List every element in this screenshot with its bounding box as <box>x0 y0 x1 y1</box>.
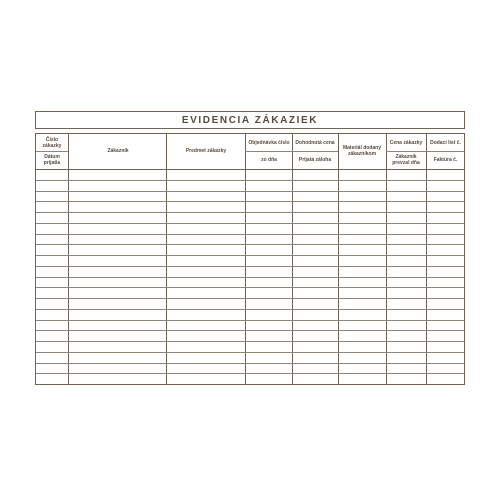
table-row-line <box>36 191 464 192</box>
header-datum-prijatia: Dátum prijatia <box>43 154 61 166</box>
table-row-line <box>36 309 464 310</box>
order-register-form <box>19 89 481 409</box>
table-row-line <box>36 234 464 235</box>
header-predmet-zakazky: Predmet zákazky <box>185 148 227 154</box>
table-row-line <box>36 255 464 256</box>
table-row-line <box>36 212 464 213</box>
form-title: EVIDENCIA ZÁKAZIEK <box>35 111 465 129</box>
column-divider <box>426 134 427 384</box>
table-row-line <box>36 180 464 181</box>
table-row-line <box>36 244 464 245</box>
table-row-line <box>36 320 464 321</box>
header-split-line <box>292 151 338 152</box>
header-dodaci-list: Dodací list č. <box>430 140 461 146</box>
table-row-line <box>36 352 464 353</box>
header-cislo-zakazky: Číslo zákazky <box>42 137 62 149</box>
header-prijata-zaloha: Prijatá záloha <box>298 157 332 163</box>
order-table <box>35 133 465 385</box>
table-row-line <box>36 373 464 374</box>
header-objednavka-cislo: Objednávka číslo <box>248 140 290 146</box>
header-zakaznik: Zákazník <box>107 148 129 154</box>
header-zo-dna: zo dňa <box>261 157 277 163</box>
table-row-line <box>36 201 464 202</box>
table-row-line <box>36 363 464 364</box>
column-divider <box>386 134 387 384</box>
header-bottom-line <box>36 169 464 170</box>
table-row-line <box>36 298 464 299</box>
column-divider <box>245 134 246 384</box>
header-zakaznik-prevzal: Zákazník prevzal dňa <box>392 154 420 166</box>
column-divider <box>338 134 339 384</box>
header-split-line <box>386 151 426 152</box>
column-divider <box>68 134 69 384</box>
header-split-line <box>245 151 292 152</box>
table-row-line <box>36 341 464 342</box>
header-split-line <box>426 151 464 152</box>
header-split-line <box>36 151 68 152</box>
table-row-line <box>36 223 464 224</box>
header-material-dodany: Materiál dodaný zákazníkom <box>342 145 382 157</box>
header-faktura: Faktúra č. <box>433 157 458 163</box>
header-cena-zakazky: Cena zákazky <box>389 140 423 146</box>
column-divider <box>292 134 293 384</box>
table-row-line <box>36 266 464 267</box>
table-row-line <box>36 277 464 278</box>
table-row-line <box>36 330 464 331</box>
header-dohodnuta-cena: Dohodnutá cena <box>295 140 335 146</box>
column-divider <box>166 134 167 384</box>
table-row-line <box>36 287 464 288</box>
